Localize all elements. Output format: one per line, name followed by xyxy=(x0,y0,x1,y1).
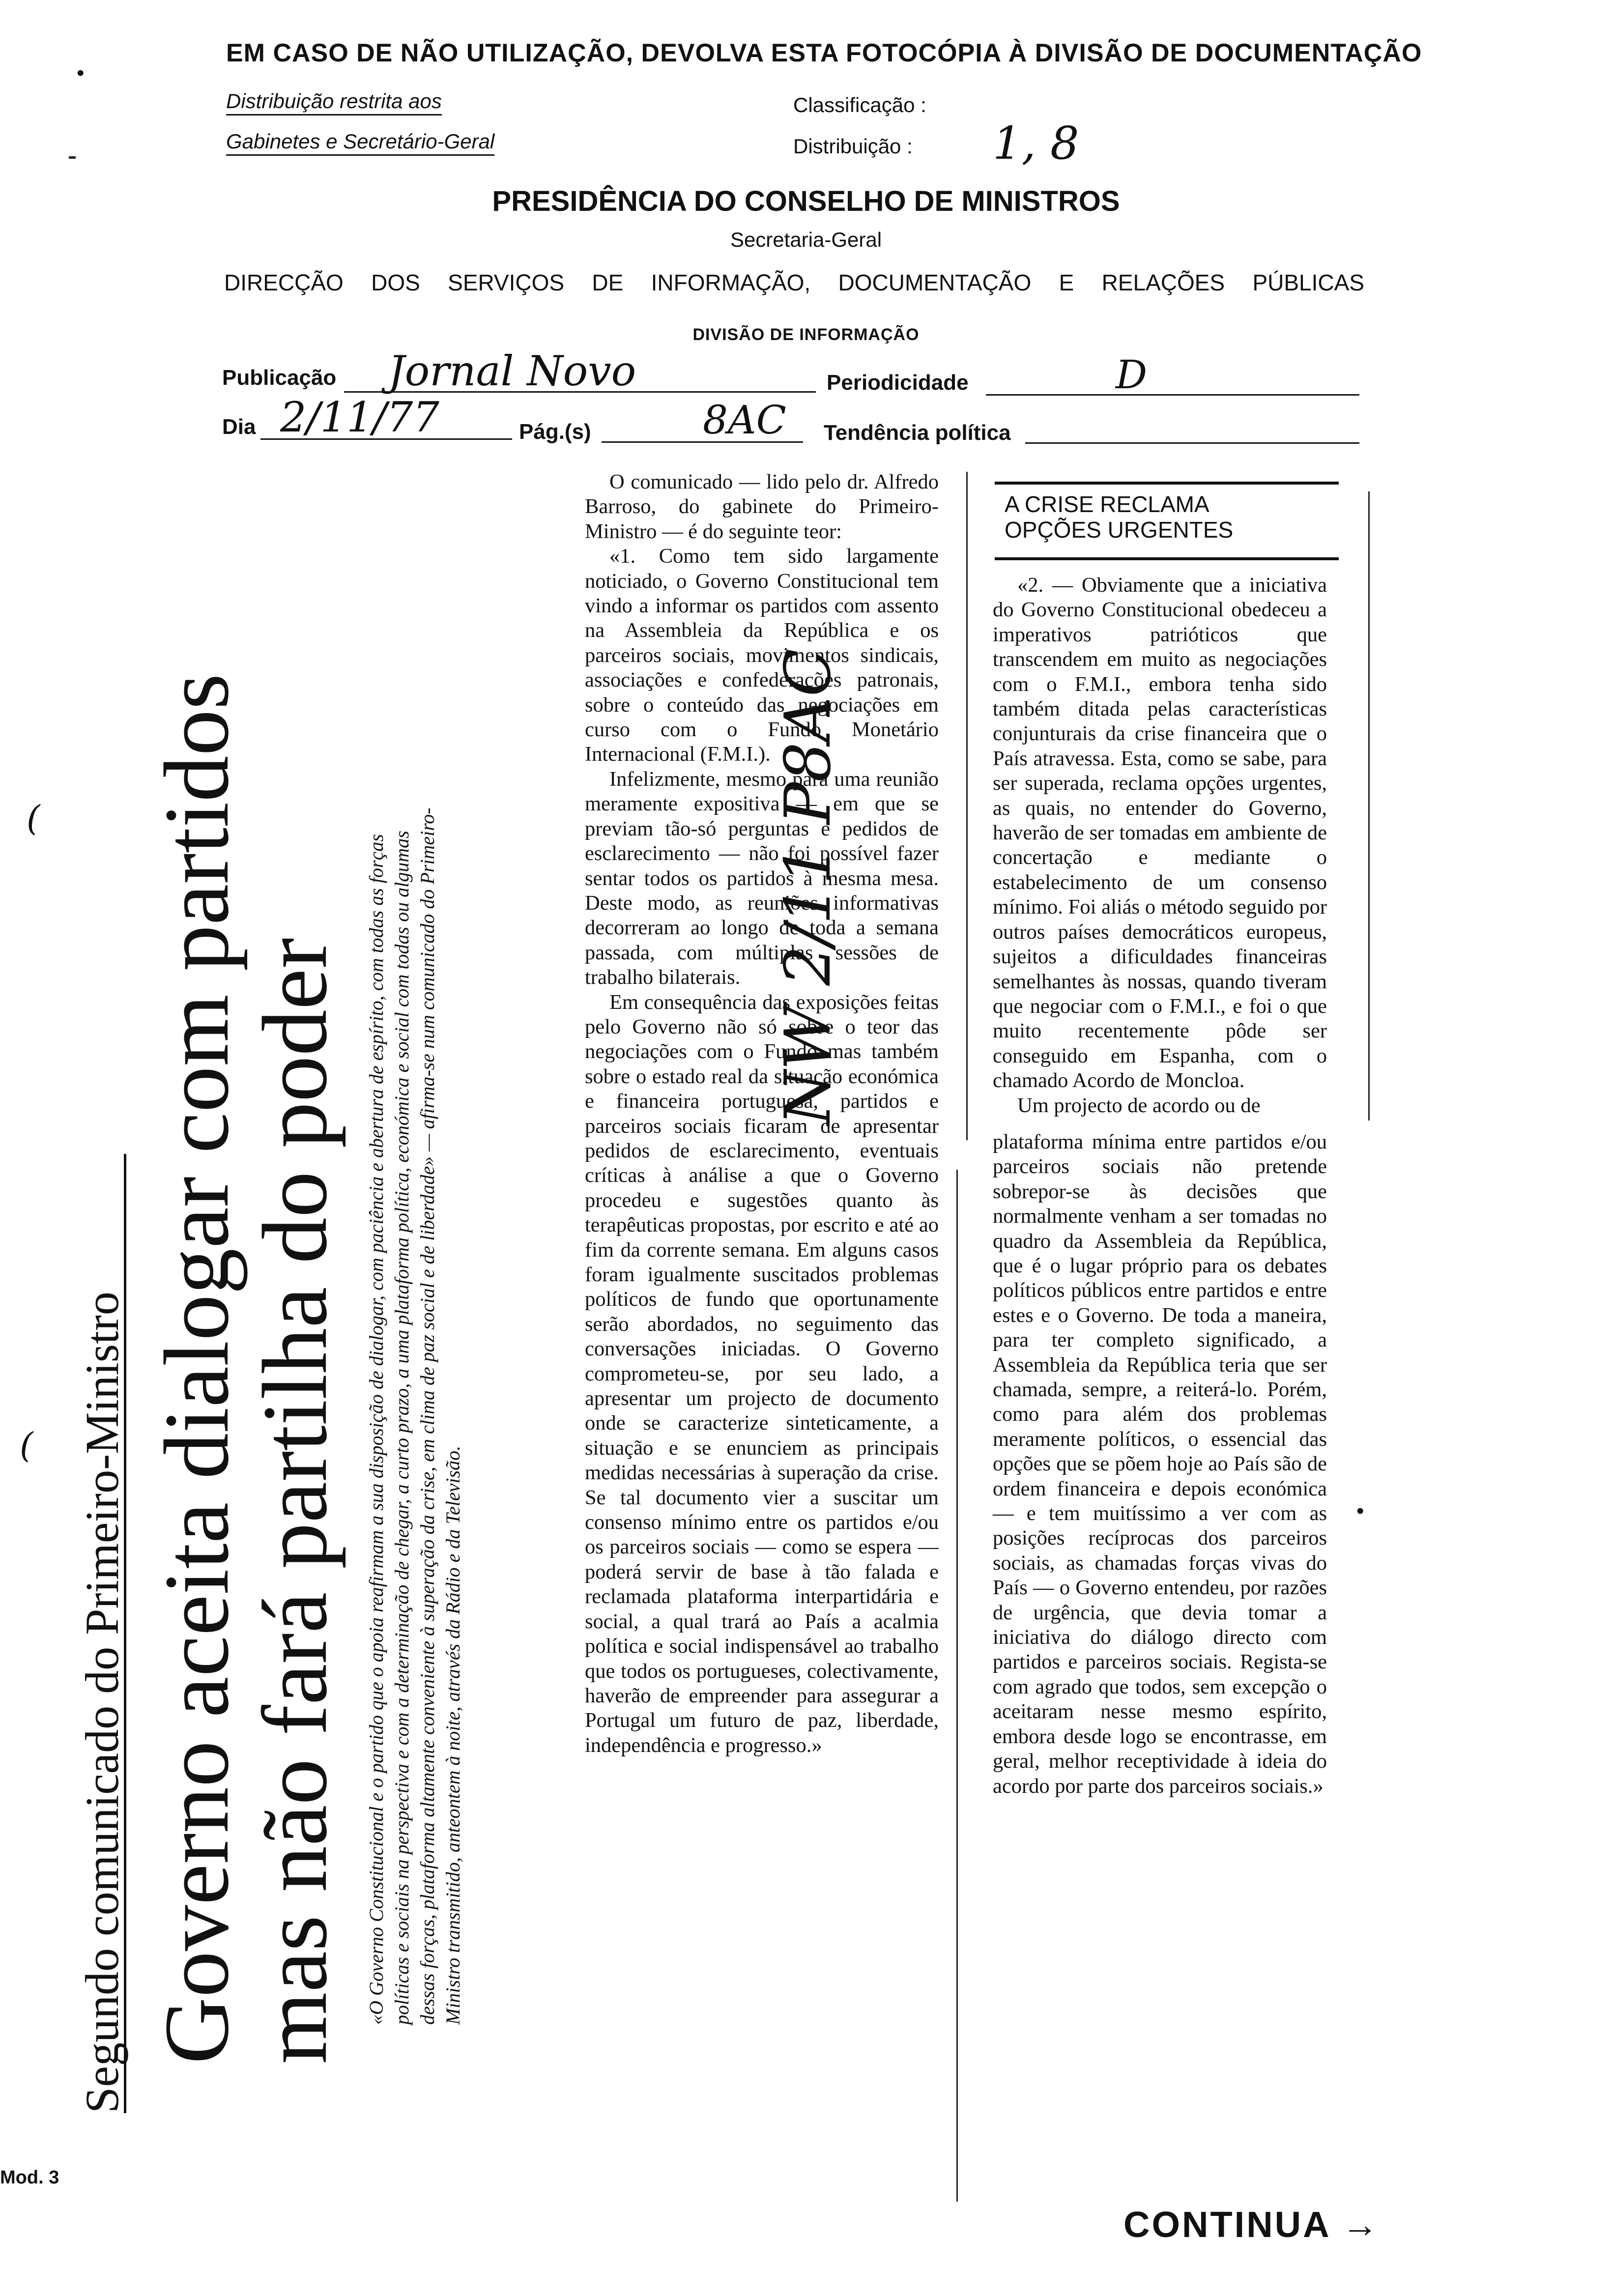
directorate-word: DE xyxy=(592,270,624,295)
distribution-restriction-line2: Gabinetes e Secretário-Geral xyxy=(226,130,494,156)
page-label: Pág.(s) xyxy=(519,420,591,444)
directorate xyxy=(224,269,1364,296)
margin-bracket: ( xyxy=(20,1425,33,1465)
article-kicker xyxy=(75,1130,129,2113)
box-title-line2: OPÇÕES URGENTES xyxy=(1005,517,1234,543)
kicker-text: Segundo comunicado do Primeiro-Ministro xyxy=(76,1292,128,2113)
article-column-1 xyxy=(585,470,939,1758)
ministry-title: PRESIDÊNCIA DO CONSELHO DE MINISTROS xyxy=(492,185,1120,217)
lead-paragraph xyxy=(364,786,466,2025)
periodicity-value: D xyxy=(1116,352,1148,398)
tendency-line xyxy=(1025,442,1359,444)
directorate-word: E xyxy=(1059,270,1074,295)
day-value: 2/11/77 xyxy=(280,393,439,441)
publication-label: Publicação xyxy=(222,366,337,390)
headline xyxy=(147,674,344,2064)
margin-dot: • xyxy=(77,61,85,85)
publication-value: Jornal Novo xyxy=(388,347,636,395)
box-rule-right xyxy=(1368,491,1370,1120)
lead-text: «O Governo Constitucional e o partido que o apoia reafirmam a sua disposição de dialogar, com paciência e abertura de espírito, com todas as forças políticas e sociais na perspectiva e com a determinação de chegar, a curto prazo, a uma plataforma política, económica e social com todas ou algumas dessas forças, plataforma altamente conveniente à superação da crise, em clima de paz social e de liberdade» — afirma-se num comunicado do Primeiro-Ministro transmitido, anteontem à noite, através da Rádio e da Televisão. xyxy=(365,807,464,2025)
secretariat: Secretaria-Geral xyxy=(730,228,882,251)
box-title-line1: A CRISE RECLAMA xyxy=(1005,491,1209,517)
tendency-label: Tendência política xyxy=(824,421,1011,445)
continues-marker xyxy=(1123,2204,1380,2245)
margin-bracket: ( xyxy=(27,798,40,838)
distribution-restriction-line1: Distribuição restrita aos xyxy=(226,89,442,115)
day-label: Dia xyxy=(222,415,256,439)
page-value: 8AC xyxy=(703,397,786,443)
directorate-word: INFORMAÇÃO, xyxy=(651,270,811,295)
directorate-word: DIRECÇÃO xyxy=(224,270,344,295)
paragraph: «1. Como tem sido largamente noticiado, o Governo Constitucional tem vindo a informar os partidos com assento na Assembleia da República e os parceiros sociais, movimentos sindicais, associações e confederações patronais, sobre o conteúdo das negociações em curso com o Fundo Monetário Internacional (F.M.I.). xyxy=(585,545,939,766)
form-code: Mod. 3 xyxy=(0,2167,59,2188)
kicker-rule xyxy=(124,1154,133,2113)
headline-line2: mas não fará partilha do poder xyxy=(243,938,346,2064)
box-rule-top xyxy=(995,482,1339,485)
paragraph: «2. — Obviamente que a iniciativa do Governo Constitucional obedeceu a imperativos patrióticos que transcendem em muito as negociações com o F.M.I., embora tenha sido também ditada pelas características conjunturais da crise financeira que o País atravessa. Esta, como se sabe, para ser superada, reclama opções urgentes, as quais, no entender do Governo, haverão de ser tomadas em ambiente de concertação e mediante o estabelecimento de um consenso mínimo. Foi aliás o método seguido por outros países democráticos europeus, sujeitos a dificuldades financeiras semelhantes às nossas, quando tiveram que negociar com o F.M.I., e foi o que muito recentemente pôde ser conseguido em Espanha, com o chamado Acordo de Moncloa. xyxy=(993,574,1327,1092)
directorate-word: RELAÇÕES xyxy=(1101,270,1225,295)
directorate-word: SERVIÇOS xyxy=(448,270,565,295)
return-notice: EM CASO DE NÃO UTILIZAÇÃO, DEVOLVA ESTA FOTOCÓPIA À DIVISÃO DE DOCUMENTAÇÃO xyxy=(226,39,1422,67)
division-title: DIVISÃO DE INFORMAÇÃO xyxy=(692,325,920,344)
directorate-word: PÚBLICAS xyxy=(1252,270,1364,295)
distribution-label: Distribuição : xyxy=(793,135,913,158)
paragraph: Em consequência das exposições feitas pelo Governo não só sobre o teor das negociações com o Fundo mas também sobre o estado real da situação económica e financeira portuguesa, partidos e parceiros sociais ficaram de apresentar pedidos de esclarecimento, eventuais críticas à análise a que o Governo procedeu e sugestões quanto às terapêuticas propostas, por escrito e até ao fim da corrente semana. Em alguns casos foram igualmente suscitados problemas políticos de fundo que oportunamente serão abordados, no seguimento das conversações iniciadas. O Governo comprometeu-se, por seu lado, a apresentar um projecto de documento onde se caracterize sinteticamente, a situação e se enunciem as principais medidas necessárias à superação da crise. Se tal documento vier a suscitar um consenso mínimo entre os partidos e/ou os parceiros sociais — como se espera — poderá servir de base à tão falada e reclamada plataforma interpartidária e social, a qual trará ao País a acalmia política e social indispensável ao trabalho que todos os portugueses, colectivamente, haverão de empreender para assegurar a Portugal um futuro de paz, liberdade, independência e progresso.» xyxy=(585,990,939,1757)
box-rule-bottom xyxy=(995,557,1339,560)
arrow-right-icon: → xyxy=(1342,2204,1381,2245)
column-rule xyxy=(956,1170,958,2202)
continues-text: CONTINUA xyxy=(1123,2204,1330,2245)
paragraph: Um projecto de acordo ou de xyxy=(1017,1093,1261,1117)
directorate-word: DOS xyxy=(371,270,420,295)
periodicity-line xyxy=(986,394,1359,396)
paragraph: Infelizmente, mesmo para uma reunião meramente expositiva — em que se previam tão-só perguntas e pedidos de esclarecimento — não foi possível fazer sentar todos os partidos à mesma mesa. Deste modo, as reuniões informativas decorreram ao longo de toda a semana passada, com múltiplas sessões de trabalho bilaterais. xyxy=(585,767,939,989)
margin-tick xyxy=(69,156,76,159)
article-column-2 xyxy=(993,573,1327,1799)
periodicity-label: Periodicidade xyxy=(827,371,969,395)
margin-dot: • xyxy=(1356,1499,1364,1523)
classification-label: Classificação : xyxy=(793,93,926,116)
paragraph: O comunicado — lido pelo dr. Alfredo Barroso, do gabinete do Primeiro-Ministro — é do seguinte teor: xyxy=(585,470,939,543)
directorate-word: DOCUMENTAÇÃO xyxy=(838,270,1032,295)
box-title xyxy=(1005,491,1233,543)
distribution-value: 1, 8 xyxy=(993,117,1079,170)
column-rule xyxy=(966,472,968,1140)
paragraph: plataforma mínima entre partidos e/ou parceiros sociais não pretende sobrepor-se às decisões que normalmente venham a ser tomadas no quadro da Assembleia da República, que é o lugar próprio para os debates políticos públicos entre partidos e entre estes e o Governo. De toda a maneira, para ter completo significado, a Assembleia da República teria que ser chamada, sempre, a reiterá-lo. Porém, como para além dos problemas meramente políticos, o essencial das opções que se põem hoje ao País são de ordem financeira e depois económica — e tem muitíssimo a ver com as posições recíprocas dos parceiros sociais, as chamadas forças vivas do País — o Governo entendeu, por razões de urgência, que devia tomar a iniciativa do diálogo directo com partidos e parceiros sociais. Regista-se com agrado que todos, sem excepção o aceitaram nesse mesmo espírito, embora desde logo se encontrasse, em geral, melhor receptividade à ideia do acordo por parte dos parceiros sociais.» xyxy=(993,1130,1327,1798)
handwritten-note-text: NW 2/11 P8AC xyxy=(772,648,845,1125)
headline-line1: Governo aceita dialogar com partidos xyxy=(145,673,248,2064)
